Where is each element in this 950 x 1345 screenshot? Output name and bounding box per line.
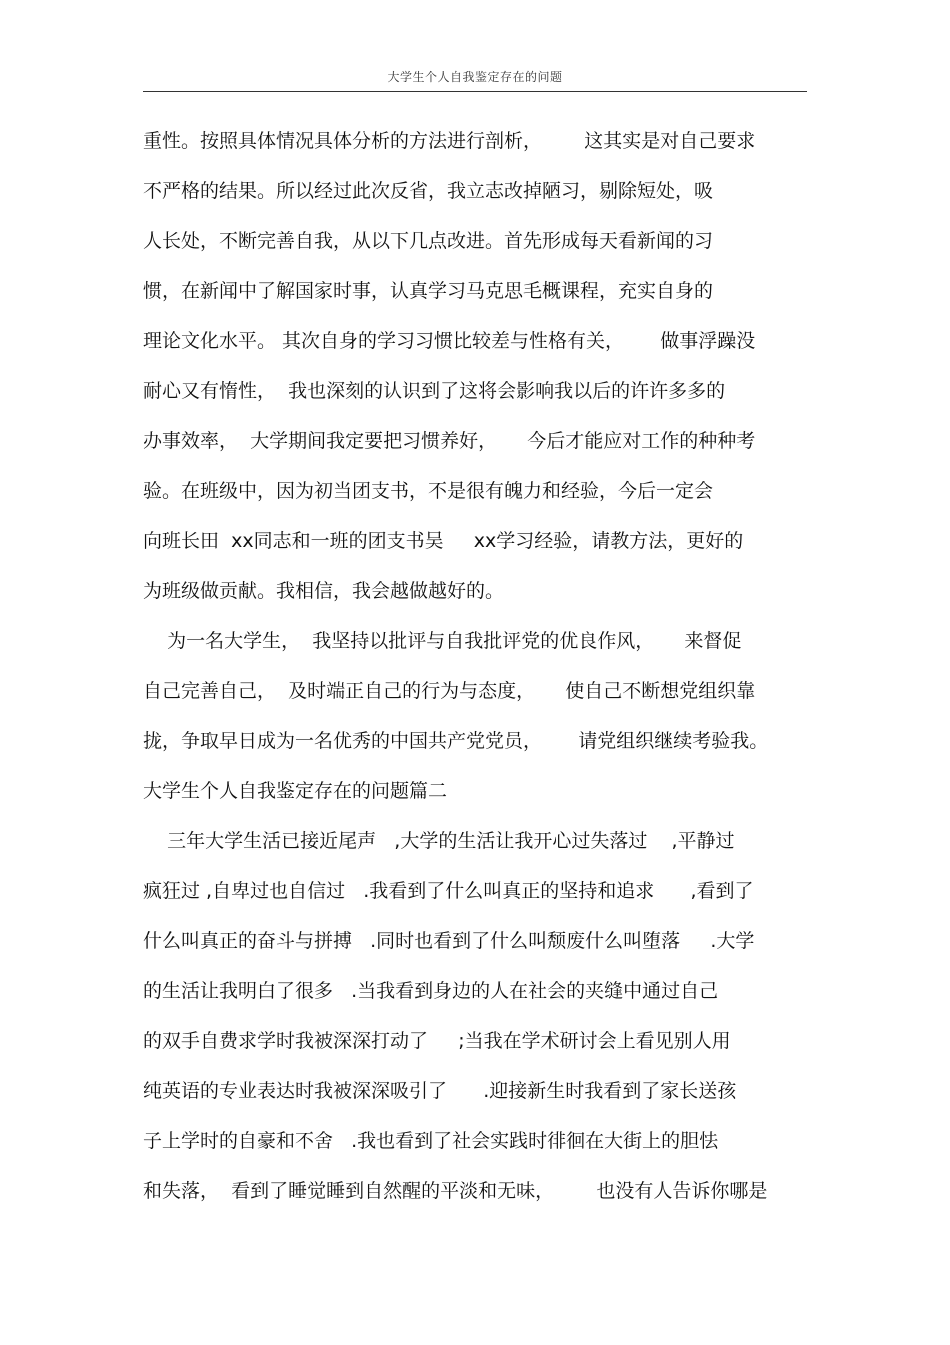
text-line: 不严格的结果。所以经过此次反省，我立志改掉陋习，剔除短处，吸 [143,180,714,202]
page-header [143,60,807,92]
text-line: 和失落， 看到了睡觉睡到自然醒的平淡和无味， 也没有人告诉你哪是 [143,1180,768,1202]
text-line: 的双手自费求学时我被深深打动了 ;当我在学术研讨会上看见别人用 [143,1030,731,1052]
text-line: 三年大学生活已接近尾声 ,大学的生活让我开心过失落过 ,平静过 [143,830,735,852]
text-line: 验。在班级中，因为初当团支书，不是很有魄力和经验，今后一定会 [143,480,714,502]
text-line: 理论文化水平。 其次自身的学习习惯比较差与性格有关， 做事浮躁没 [143,330,756,352]
text-line: 纯英语的专业表达时我被深深吸引了 .迎接新生时我看到了家长送孩 [143,1080,737,1102]
section-heading: 大学生个人自我鉴定存在的问题篇二 [143,780,448,802]
text-line: 为班级做贡献。我相信，我会越做越好的。 [143,580,505,602]
text-line: 惯，在新闻中了解国家时事，认真学习马克思毛概课程，充实自身的 [143,280,714,302]
text-line: 疯狂过 ,自卑过也自信过 .我看到了什么叫真正的坚持和追求 ,看到了 [143,880,754,902]
text-line: 重性。按照具体情况具体分析的方法进行剖析， 这其实是对自己要求 [143,130,756,152]
text-line: 自己完善自己， 及时端正自己的行为与态度， 使自己不断想党组织靠 [143,680,756,702]
text-line: 子上学时的自豪和不舍 .我也看到了社会实践时徘徊在大街上的胆怯 [143,1130,719,1152]
text-line: 办事效率， 大学期间我定要把习惯养好， 今后才能应对工作的种种考 [143,430,756,452]
text-line: 向班长田 xx同志和一班的团支书吴 xx学习经验，请教方法，更好的 [143,530,744,552]
text-line: 耐心又有惰性， 我也深刻的认识到了这将会影响我以后的许许多多的 [143,380,726,402]
text-line: 拢，争取早日成为一名优秀的中国共产党党员， 请党组织继续考验我。 [143,730,769,752]
text-line: 为一名大学生， 我坚持以批评与自我批评党的优良作风， 来督促 [143,630,742,652]
text-line: 什么叫真正的奋斗与拼搏 .同时也看到了什么叫颓废什么叫堕落 .大学 [143,930,755,952]
text-line: 的生活让我明白了很多 .当我看到身边的人在社会的夹缝中通过自己 [143,980,719,1002]
header-title: 大学生个人自我鉴定存在的问题 [387,70,563,84]
text-line: 人长处，不断完善自我，从以下几点改进。首先形成每天看新闻的习 [143,230,714,252]
body-text [143,116,823,1216]
